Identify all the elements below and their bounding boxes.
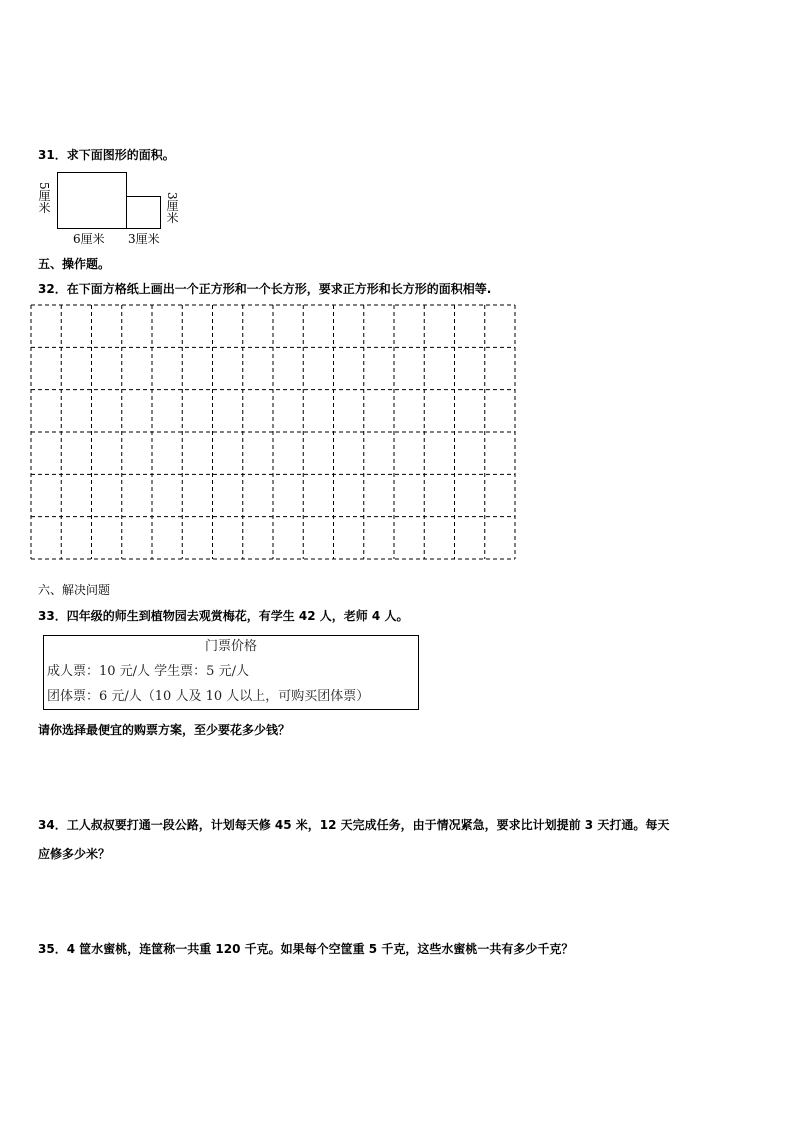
section-6-title: 六、解决问题 <box>38 583 111 597</box>
label-height-large: 5厘米 <box>37 182 51 214</box>
question-34-line-1: 34．工人叔叔要打通一段公路，计划每天修 45 米，12 天完成任务，由于情况紧急，要求比计划提前 3 天打通。每天 <box>38 818 670 832</box>
small-square <box>126 196 161 229</box>
question-34-line-2: 应修多少米？ <box>38 847 111 861</box>
large-rectangle <box>57 172 127 229</box>
section-5-title: 五、操作题。 <box>38 257 111 271</box>
ticket-price-row-2: 团体票：6 元/人（10 人及 10 人以上，可购买团体票） <box>47 689 370 704</box>
ticket-price-table <box>43 635 419 710</box>
square-grid-paper <box>30 304 516 560</box>
question-32-text: 32．在下面方格纸上画出一个正方形和一个长方形，要求正方形和长方形的面积相等. <box>38 282 492 296</box>
label-width-small: 3厘米 <box>128 232 160 246</box>
label-height-small: 3厘米 <box>165 192 179 224</box>
ticket-price-row-1: 成人票：10 元/人 学生票：5 元/人 <box>47 664 249 679</box>
question-33-text: 33．四年级的师生到植物园去观赏梅花，有学生 42 人，老师 4 人。 <box>38 609 409 623</box>
ticket-price-title: 门票价格 <box>204 639 257 654</box>
question-35-text: 35．4 筐水蜜桃，连筐称一共重 120 千克。如果每个空筐重 5 千克，这些水蜜桃一共有多少千克？ <box>38 942 574 956</box>
question-33-prompt: 请你选择最便宜的购票方案，至少要花多少钱？ <box>38 723 291 737</box>
label-width-large: 6厘米 <box>73 232 105 246</box>
question-31-text: 31．求下面图形的面积。 <box>38 148 175 162</box>
